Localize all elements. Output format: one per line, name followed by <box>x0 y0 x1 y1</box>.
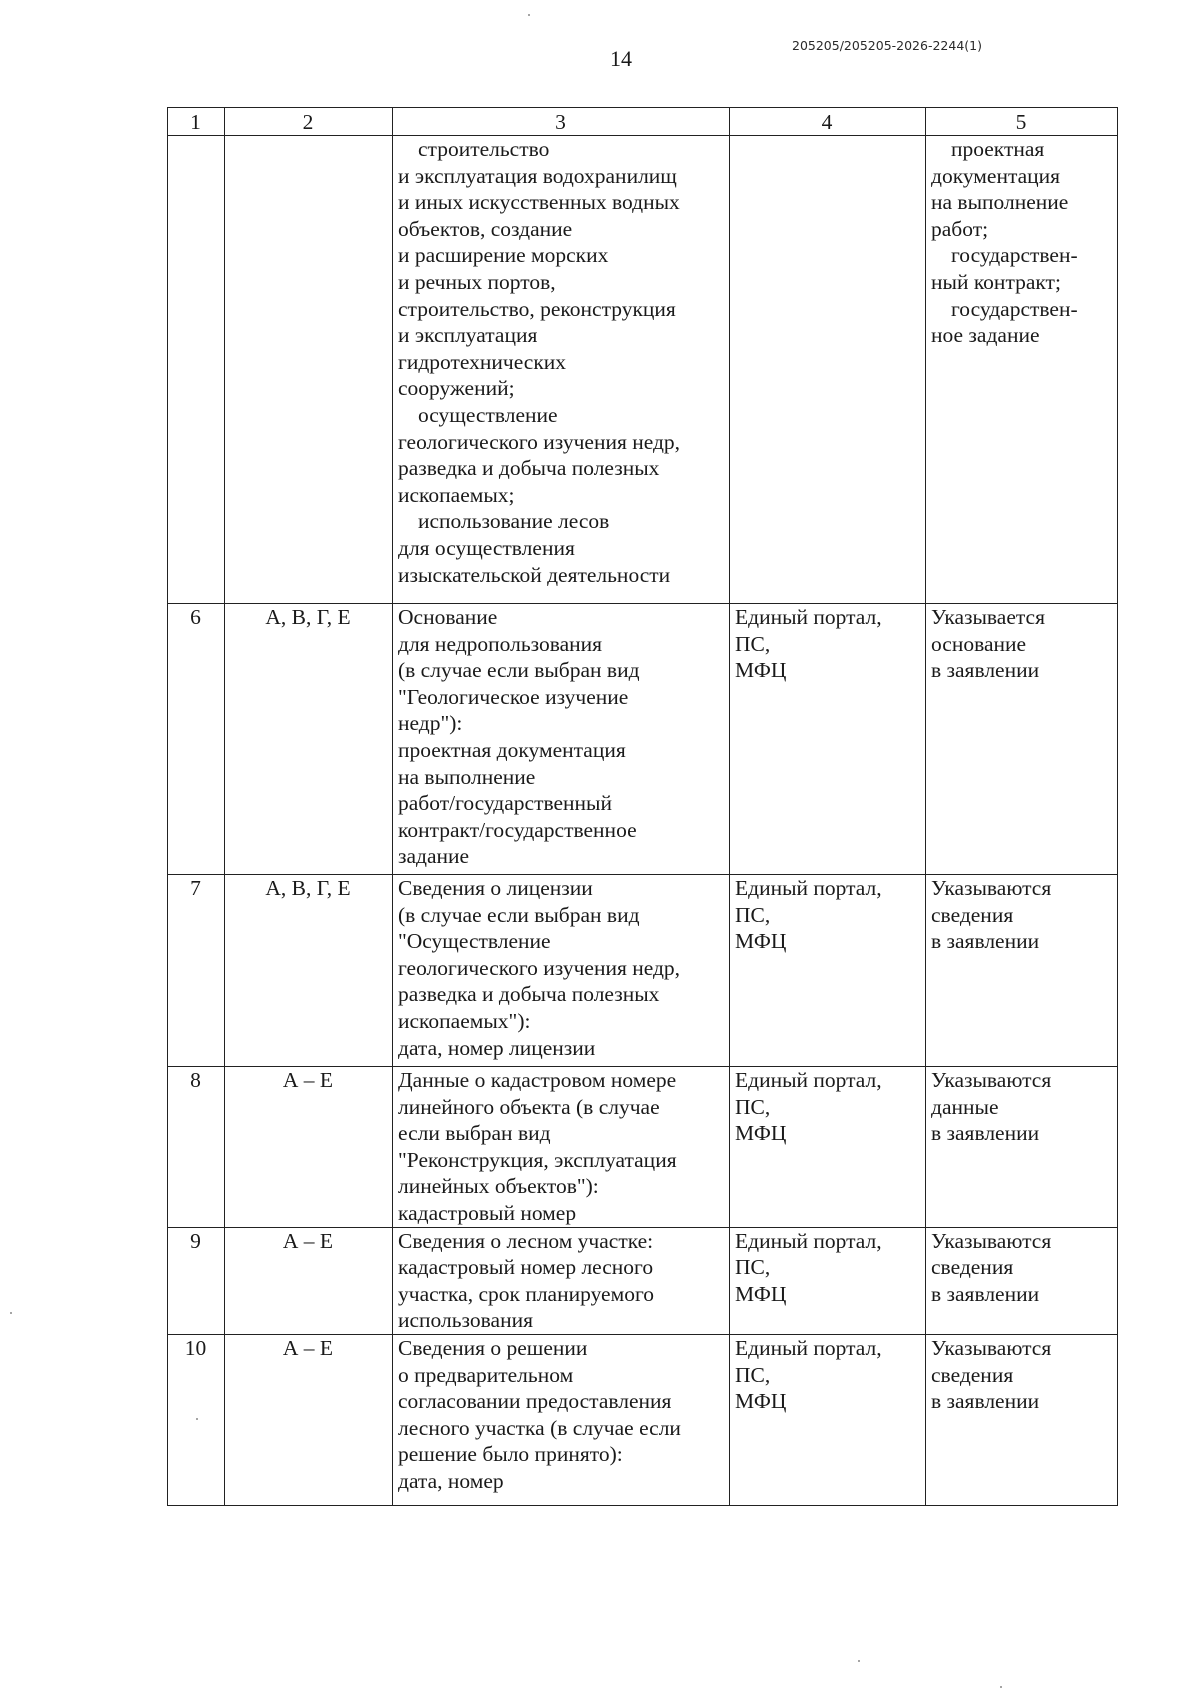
cell-line: разведка и добыча полезных <box>398 982 660 1007</box>
source-cell <box>730 1334 926 1505</box>
row-number-cell <box>168 136 225 604</box>
cell-line: "Геологическое изучение <box>398 684 629 709</box>
applicant-group-cell: А – Е <box>225 1334 393 1505</box>
cell-line: МФЦ <box>735 1281 787 1306</box>
cell-line: ПС, <box>735 1362 771 1387</box>
scan-speck <box>196 1418 198 1420</box>
applicant-group-cell: А – Е <box>225 1227 393 1334</box>
table-header-row <box>168 108 1118 136</box>
scan-speck <box>1000 1686 1002 1688</box>
cell-line: линейных объектов"): <box>398 1174 599 1199</box>
cell-line: работ/государственный <box>398 791 612 816</box>
cell-line: ПС, <box>735 902 771 927</box>
cell-line: Единый портал, <box>735 1228 882 1253</box>
cell-line: ный контракт; <box>931 269 1061 294</box>
cell-line: участка, срок планируемого <box>398 1281 654 1306</box>
data-table <box>167 107 1118 1506</box>
cell-line: в заявлении <box>931 929 1040 954</box>
table-header <box>168 108 1118 136</box>
table-row <box>168 136 1118 604</box>
table-row <box>168 1067 1118 1228</box>
scan-speck <box>10 1312 12 1314</box>
cell-line: (в случае если выбран вид <box>398 658 640 683</box>
cell-line: государствен- <box>951 296 1078 321</box>
cell-line: Единый портал, <box>735 1335 882 1360</box>
column-header-4: 4 <box>730 108 926 136</box>
content-cell <box>393 1227 730 1334</box>
scan-speck <box>858 1660 860 1662</box>
table-body <box>168 136 1118 1506</box>
cell-line: контракт/государственное <box>398 817 637 842</box>
column-header-3: 3 <box>393 108 730 136</box>
cell-line: "Осуществление <box>398 929 551 954</box>
cell-line: ископаемых"): <box>398 1008 531 1033</box>
cell-line: лесного участка (в случае если <box>398 1415 681 1440</box>
cell-line: Указывается <box>931 605 1045 629</box>
cell-line: изыскательской деятельности <box>398 562 671 587</box>
note-cell <box>926 1227 1118 1334</box>
cell-line: Единый портал, <box>735 876 882 900</box>
cell-line: в заявлении <box>931 1389 1040 1414</box>
cell-line: ПС, <box>735 1094 771 1119</box>
cell-line: МФЦ <box>735 1121 787 1146</box>
row-number-cell: 10 <box>168 1334 225 1505</box>
applicant-group-cell: А – Е <box>225 1067 393 1228</box>
content-cell <box>393 875 730 1067</box>
cell-line: в заявлении <box>931 1281 1040 1306</box>
note-cell <box>926 604 1118 875</box>
source-cell <box>730 136 926 604</box>
table-row <box>168 875 1118 1067</box>
cell-line: проектная <box>951 137 1045 161</box>
note-cell <box>926 1334 1118 1505</box>
cell-line: решение было принято): <box>398 1442 623 1467</box>
cell-line: Сведения о лицензии <box>398 876 593 900</box>
cell-line: строительство <box>418 137 550 161</box>
cell-line: и эксплуатация <box>398 323 538 348</box>
cell-line: Единый портал, <box>735 1068 882 1092</box>
row-number-cell: 6 <box>168 604 225 875</box>
cell-line: и речных портов, <box>398 269 556 294</box>
cell-line: геологического изучения недр, <box>398 429 681 454</box>
cell-line: Основание <box>398 605 498 629</box>
cell-line: МФЦ <box>735 1389 787 1414</box>
page-number: 14 <box>610 46 632 71</box>
table-row <box>168 1334 1118 1505</box>
cell-line: гидротехнических <box>398 349 567 374</box>
source-cell <box>730 875 926 1067</box>
cell-line: ископаемых; <box>398 482 515 507</box>
cell-line: осуществление <box>418 402 558 427</box>
applicant-group-cell <box>225 136 393 604</box>
cell-line: и иных искусственных водных <box>398 190 680 215</box>
table-row <box>168 1227 1118 1334</box>
cell-line: Указываются <box>931 876 1052 900</box>
source-cell <box>730 1067 926 1228</box>
cell-line: МФЦ <box>735 658 787 683</box>
column-header-2: 2 <box>225 108 393 136</box>
cell-line: о предварительном <box>398 1362 574 1387</box>
cell-line: ное задание <box>931 323 1040 348</box>
cell-line: недр"): <box>398 711 463 736</box>
cell-line: ПС, <box>735 631 771 656</box>
cell-line: Указываются <box>931 1228 1052 1253</box>
cell-line: дата, номер лицензии <box>398 1035 596 1060</box>
column-header-1: 1 <box>168 108 225 136</box>
source-cell <box>730 1227 926 1334</box>
cell-line: использование лесов <box>418 509 610 534</box>
cell-line: ПС, <box>735 1255 771 1280</box>
cell-line: линейного объекта (в случае <box>398 1094 660 1119</box>
cell-line: работ; <box>931 216 989 241</box>
cell-line: МФЦ <box>735 929 787 954</box>
cell-line: для недропользования <box>398 631 603 656</box>
cell-line: и расширение морских <box>398 243 609 268</box>
scan-speck <box>528 14 530 16</box>
cell-line: документация <box>931 163 1061 188</box>
cell-line: Указываются <box>931 1335 1052 1360</box>
cell-line: в заявлении <box>931 1121 1040 1146</box>
cell-line: согласовании предоставления <box>398 1389 672 1414</box>
cell-line: кадастровый номер <box>398 1200 577 1225</box>
cell-line: (в случае если выбран вид <box>398 902 640 927</box>
table-row <box>168 604 1118 875</box>
content-cell <box>393 604 730 875</box>
note-cell <box>926 1067 1118 1228</box>
note-cell <box>926 875 1118 1067</box>
cell-line: сведения <box>931 1362 1014 1387</box>
cell-line: задание <box>398 844 470 869</box>
row-number-cell: 9 <box>168 1227 225 1334</box>
applicant-group-cell: А, В, Г, Е <box>225 604 393 875</box>
cell-line: основание <box>931 631 1027 656</box>
cell-line: для осуществления <box>398 535 575 560</box>
cell-line: проектная документация <box>398 737 626 762</box>
source-cell <box>730 604 926 875</box>
content-cell <box>393 1334 730 1505</box>
content-cell <box>393 136 730 604</box>
applicant-group-cell: А, В, Г, Е <box>225 875 393 1067</box>
content-cell <box>393 1067 730 1228</box>
cell-line: на выполнение <box>398 764 536 789</box>
cell-line: Сведения о решении <box>398 1335 588 1360</box>
cell-line: Указываются <box>931 1068 1052 1092</box>
cell-line: сведения <box>931 1255 1014 1280</box>
cell-line: данные <box>931 1094 999 1119</box>
cell-line: государствен- <box>951 243 1078 268</box>
cell-line: строительство, реконструкция <box>398 296 676 321</box>
column-header-5: 5 <box>926 108 1118 136</box>
cell-line: если выбран вид <box>398 1121 551 1146</box>
cell-line: использования <box>398 1308 533 1333</box>
cell-line: геологического изучения недр, <box>398 955 681 980</box>
note-cell <box>926 136 1118 604</box>
cell-line: Данные о кадастровом номере <box>398 1068 677 1092</box>
cell-line: сооружений; <box>398 376 515 401</box>
document-code: 205205/205205-2026-2244(1) <box>792 38 982 53</box>
cell-line: "Реконструкция, эксплуатация <box>398 1147 677 1172</box>
cell-line: и эксплуатация водохранилищ <box>398 163 677 188</box>
cell-line: объектов, создание <box>398 216 573 241</box>
cell-line: Сведения о лесном участке: <box>398 1228 654 1253</box>
cell-line: кадастровый номер лесного <box>398 1255 654 1280</box>
cell-line: на выполнение <box>931 190 1069 215</box>
cell-line: сведения <box>931 902 1014 927</box>
cell-line: в заявлении <box>931 658 1040 683</box>
row-number-cell: 8 <box>168 1067 225 1228</box>
cell-line: Единый портал, <box>735 605 882 629</box>
cell-line: дата, номер <box>398 1468 504 1493</box>
cell-line: разведка и добыча полезных <box>398 456 660 481</box>
row-number-cell: 7 <box>168 875 225 1067</box>
